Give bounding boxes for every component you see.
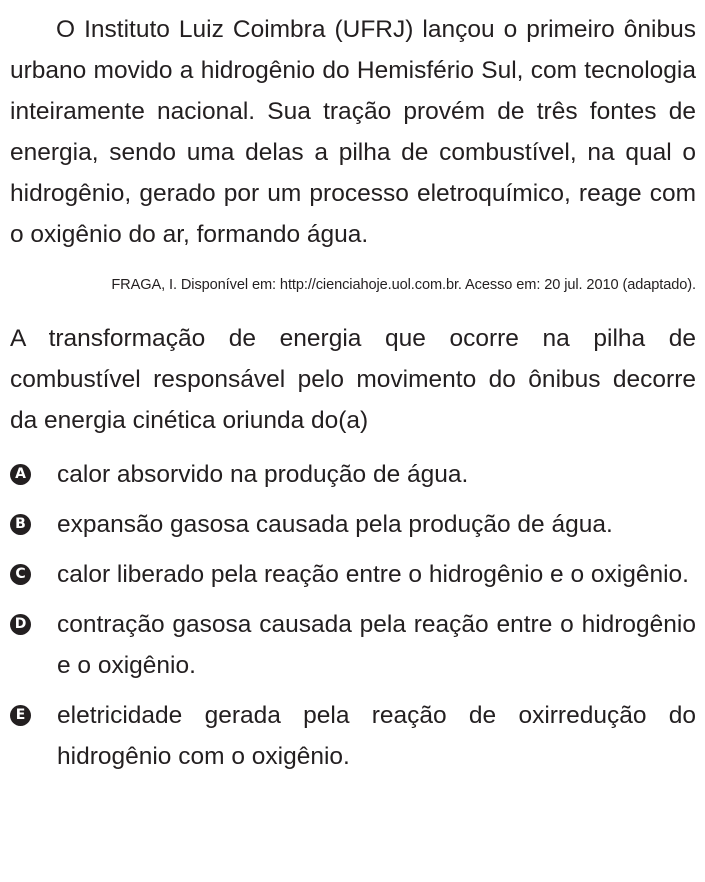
option-a-text: calor absorvido na produção de água. [57,461,469,488]
option-b-text: expansão gasosa causada pela produção de água. [57,511,613,538]
option-e-letter-badge: E [10,705,31,726]
option-a[interactable] [10,454,696,495]
option-c-letter-badge: C [10,564,31,585]
option-c-text: calor liberado pela reação entre o hidrogênio e o oxigênio. [57,561,689,588]
source-citation: FRAGA, I. Disponível em: http://cienciahoje.uol.com.br. Acesso em: 20 jul. 2010 (adaptado). [111,277,696,293]
option-b-letter-badge: B [10,514,31,535]
option-d-text: contração gasosa causada pela reação entre o hidrogênio e o oxigênio. [57,611,696,679]
option-d-letter-badge: D [10,614,31,635]
option-e-text: eletricidade gerada pela reação de oxirredução do hidrogênio com o oxigênio. [57,702,696,770]
option-b[interactable] [10,504,696,545]
option-a-letter-badge: A [10,464,31,485]
passage-text: O Instituto Luiz Coimbra (UFRJ) lançou o primeiro ônibus urbano movido a hidrogênio do Hemisfério Sul, com tecnologia inteiramente nacional. Sua tração provém de três fontes de energia, sendo uma delas a pilha de combustível, na qual o hidrogênio, gerado por um processo eletroquímico, reage com o oxigênio do ar, formando água. [10,16,696,248]
option-c[interactable] [10,554,696,595]
answer-options [10,454,696,777]
option-e[interactable] [10,695,696,777]
question-stem: A transformação de energia que ocorre na pilha de combustível responsável pelo movimento do ônibus decorre da energia cinética oriunda do(a) [10,325,696,434]
option-d[interactable] [10,604,696,686]
